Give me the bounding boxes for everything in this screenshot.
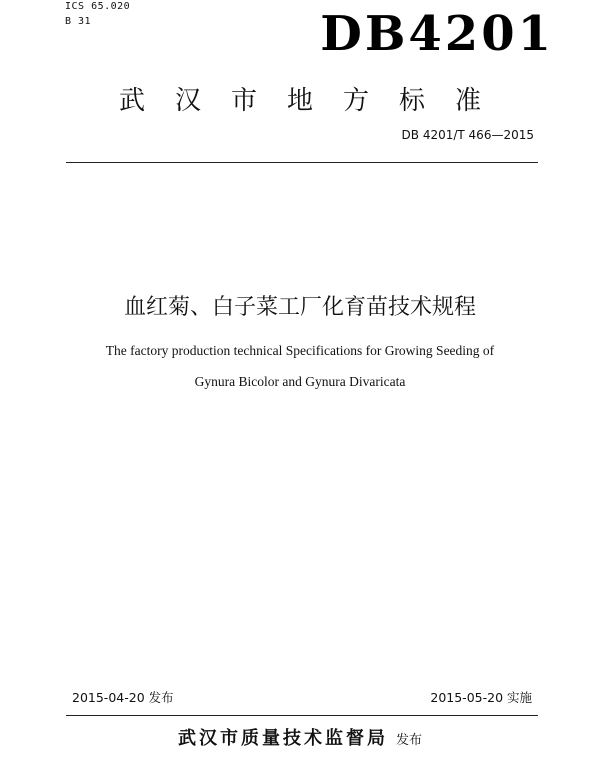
title-english-line2: Gynura Bicolor and Gynura Divaricata bbox=[194, 374, 406, 389]
standard-type: 武汉市地方标准 bbox=[118, 86, 511, 116]
ics-code: ICS 65.020 bbox=[65, 1, 131, 12]
title-english-line1: The factory production technical Specifications for Growing Seeding of bbox=[105, 343, 495, 358]
ccs-code: B 31 bbox=[65, 16, 92, 27]
issuer-suffix: 发布 bbox=[395, 733, 422, 748]
standard-code: DB 4201/T 466—2015 bbox=[401, 128, 534, 142]
db-logo: DB4201 bbox=[320, 6, 554, 62]
issuer-line bbox=[0, 724, 600, 750]
implement-date: 2015-05-20 实施 bbox=[430, 690, 532, 705]
bottom-divider bbox=[66, 715, 538, 716]
issuer-organization: 武汉市质量技术监督局 bbox=[177, 728, 388, 749]
title-chinese: 血红菊、白子菜工厂化育苗技术规程 bbox=[123, 295, 476, 320]
issue-date: 2015-04-20 发布 bbox=[72, 690, 174, 705]
top-divider bbox=[66, 162, 538, 163]
